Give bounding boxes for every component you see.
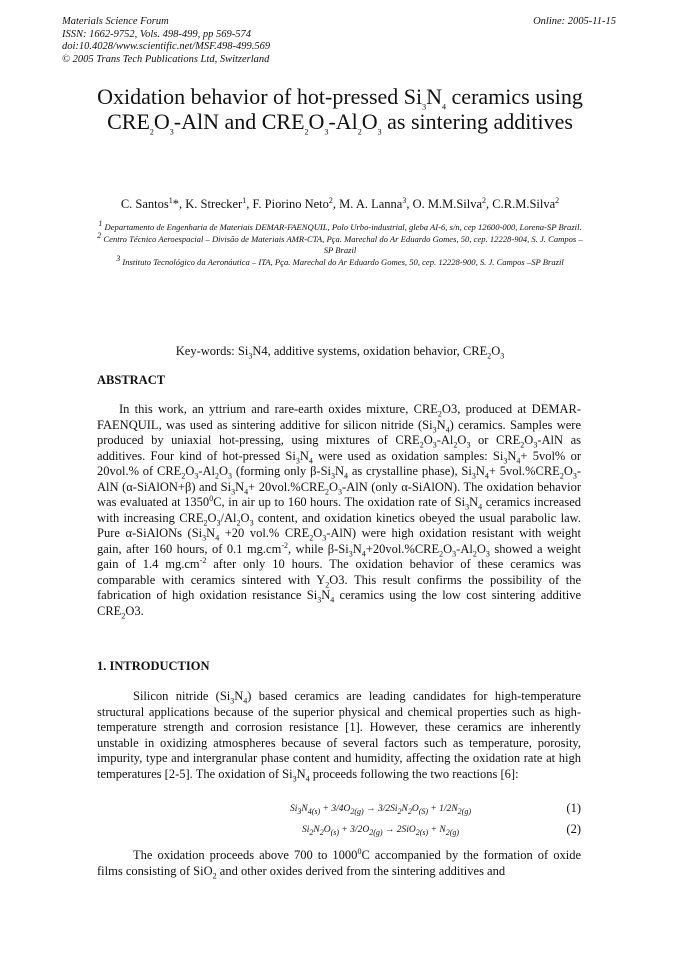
affiliation-3: $^3$ Instituto Tecnológico da Aeronáutica – ITA, Pça. Marechal do Ar Eduardo Gomes, 50, cep. 12228-900, S. J. Campos –SP Brazil bbox=[116, 254, 564, 268]
equation-2-number: (2) bbox=[566, 822, 581, 836]
equation-1 bbox=[180, 803, 581, 816]
journal-doi: doi:10.4028/www.scientific.net/MSF.498-499.569 bbox=[62, 41, 271, 52]
affiliation-2: $^2$ Centro Técnico Aeroespacial – Divisão de Materiais AMR-CTA, Pça. Marechal do Ar Eduardo Gomes, 50, cep. 12228-904, S. J. Campos –SP Brazil bbox=[97, 231, 583, 255]
introduction-paragraph-1: Silicon nitride $(Si_3N_4)$ based ceramics are leading candidates for high-temperature structural applications because of the superior physical and chemical properties such as high-temperature strength and corrosion resistance [1]. However, these ceramics are inherently unstable in oxidizing atmospheres because of several factors such as temperature, porosity, impurity, type and intergranular phase content and humidity, affecting the oxidation rate at high temperatures [2-5]. The oxidation of $Si_3N_4$ proceeds following the two reactions [6]: bbox=[97, 689, 581, 783]
equation-1-formula: $Si_3N_{4(s)} + 3/4O_{2(g)} \to 3/2Si_2N_2O_{(S)} + 1/2N_{2(g)}$ bbox=[290, 804, 471, 816]
journal-header bbox=[62, 16, 616, 66]
equation-1-number: (1) bbox=[566, 801, 581, 815]
journal-issn: ISSN: 1662-9752, Vols. 498-499, pp 569-574 bbox=[62, 28, 251, 40]
abstract-heading: ABSTRACT bbox=[97, 373, 166, 387]
keywords: Key-words: $Si_3N4$, additive systems, oxidation behavior, $CRE_2O_3$ bbox=[175, 344, 505, 361]
author-list: C. Santos$^1$*, K. Strecker$^1$, F. Piorino Neto$^2$, M. A. Lanna$^3$, O. M.M.Silva$^2$, C.R.M.Silva$^2$ bbox=[120, 195, 560, 211]
equation-2-formula: $Si_2N_2O_{(s)} + 3/2O_{2(g)} \to 2SiO_{2(s)} + N_{2(g)}$ bbox=[301, 825, 460, 837]
online-date: Online: 2005-11-15 bbox=[533, 16, 616, 27]
introduction-paragraph-2: The oxidation proceeds above 700 to 1000$^0$C accompanied by the formation of oxide films consisting of SiO$_2$ and other oxides derived from the sintering additives and bbox=[97, 846, 581, 880]
introduction-heading: 1. INTRODUCTION bbox=[97, 659, 210, 673]
equation-2 bbox=[180, 824, 581, 837]
journal-name: Materials Science Forum bbox=[62, 16, 169, 27]
abstract-text: In this work, an yttrium and rare-earth oxides mixture, $CRE_2O3$, produced at DEMAR-FAENQUIL, was used as sintering additive for silicon nitride $(Si_3N_4)$ ceramics. Samples were produced by uniaxial hot-pressing, using mixtures of $CRE_2O_3-Al_2O_3$ or $CRE_2O_3$-AlN as additives. Four kind of hot-pressed $Si_3N_4$ were used as oxidation samples: $Si_3N_4+ 5vol\%$ or 20vol.% of $CRE_2O_3-Al_2O_3$ (forming only $\beta-Si_3N_4$ as crystalline phase), $Si_3N_4+ 5vol.\%CRE_2O_3-AlN$ (α-SiAlON+β) and $Si_3N_4+ 20vol.\%CRE_2O_3-AlN$ (only α-SiAlON). The oxidation behavior was evaluated at 1350$^0$C, in air up to 160 hours. The oxidation rate of $Si_3N_4$ ceramics increased with increasing $CRE_2O_3/Al_2O_3$ content, and oxidation kinetics obeyed the usual parabolic law. Pure α-SiAlONs ($Si_3N_4 +20$ vol.% $CRE_2O_3-AlN$) were high oxidation resistant with weight gain, after 160 hours, of 0.1 $mg.cm^{-2}$, while $\beta-Si_3N_4+20vol.\%CRE_2O_3-Al_2O_3$ showed a weight gain of 1.4 $mg.cm^{-2}$ after only 10 hours. The oxidation behavior of these ceramics was comparable with ceramics sintered with $Y_2O3$. This result confirms the possibility of the fabrication of high oxidation resistance $Si_3N_4$ ceramics using the low cost sintering additive $CRE_2O3$. bbox=[97, 402, 582, 620]
affiliations bbox=[96, 219, 584, 270]
journal-copyright: © 2005 Trans Tech Publications Ltd, Switzerland bbox=[62, 53, 270, 65]
paper-title: Oxidation behavior of hot-pressed $Si_3N_4$ ceramics using $CRE_2O_3$-AlN and $CRE_2O_3-Al_2O_3$ as sintering additives bbox=[97, 84, 583, 137]
affiliation-1: $^1$ Departamento de Engenharia de Materiais DEMAR-FAENQUIL, Polo Urbo-industrial, gleba AI-6, s/n, cep 12600-000, Lorena-SP Brazil. bbox=[98, 219, 582, 232]
